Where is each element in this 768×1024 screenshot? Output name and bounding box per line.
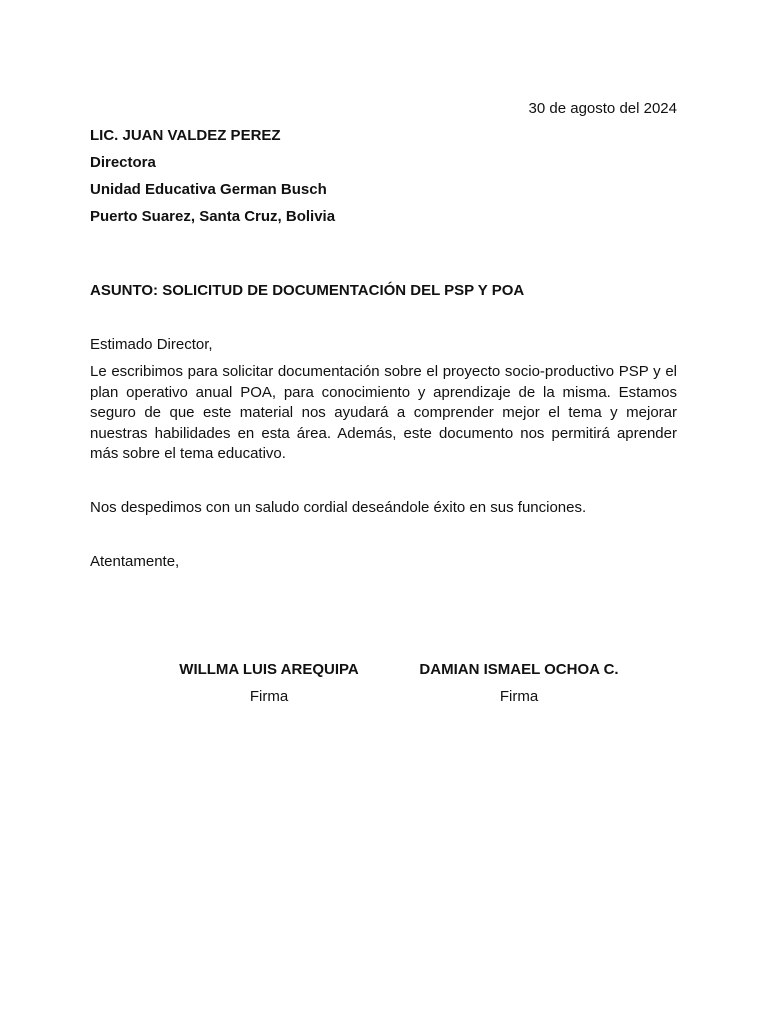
letter-regards: Atentamente, (90, 553, 180, 570)
letter-subject: ASUNTO: SOLICITUD DE DOCUMENTACIÓN DEL PSP Y POA (90, 282, 525, 299)
letter-closing: Nos despedimos con un saludo cordial deseándole éxito en sus funciones. (90, 499, 587, 516)
recipient-title: Directora (90, 154, 156, 171)
letter-date: 30 de agosto del 2024 (528, 100, 677, 117)
signature-block-left (160, 660, 378, 707)
recipient-block (90, 126, 680, 234)
letter-body: Le escribimos para solicitar documentación sobre el proyecto socio-productivo PSP y el plan operativo anual POA, para conocimiento y aprendizaje de la misma. Estamos seguro de que este material nos ayudará a comprender mejor el tema y mejorar nuestras habilidades en esta área. Además, este documento nos permitirá aprender más sobre el tema educativo. (90, 363, 677, 462)
signature-label: Firma (499, 688, 539, 705)
signature-name: DAMIAN ISMAEL OCHOA C. (419, 661, 619, 678)
recipient-name: LIC. JUAN VALDEZ PEREZ (90, 127, 281, 144)
signature-label: Firma (249, 688, 289, 705)
signature-block-right (408, 660, 630, 707)
signature-name: WILLMA LUIS AREQUIPA (179, 661, 359, 678)
recipient-location: Puerto Suarez, Santa Cruz, Bolivia (90, 208, 336, 225)
letter-greeting: Estimado Director, (90, 336, 213, 353)
recipient-institution: Unidad Educativa German Busch (90, 181, 327, 198)
